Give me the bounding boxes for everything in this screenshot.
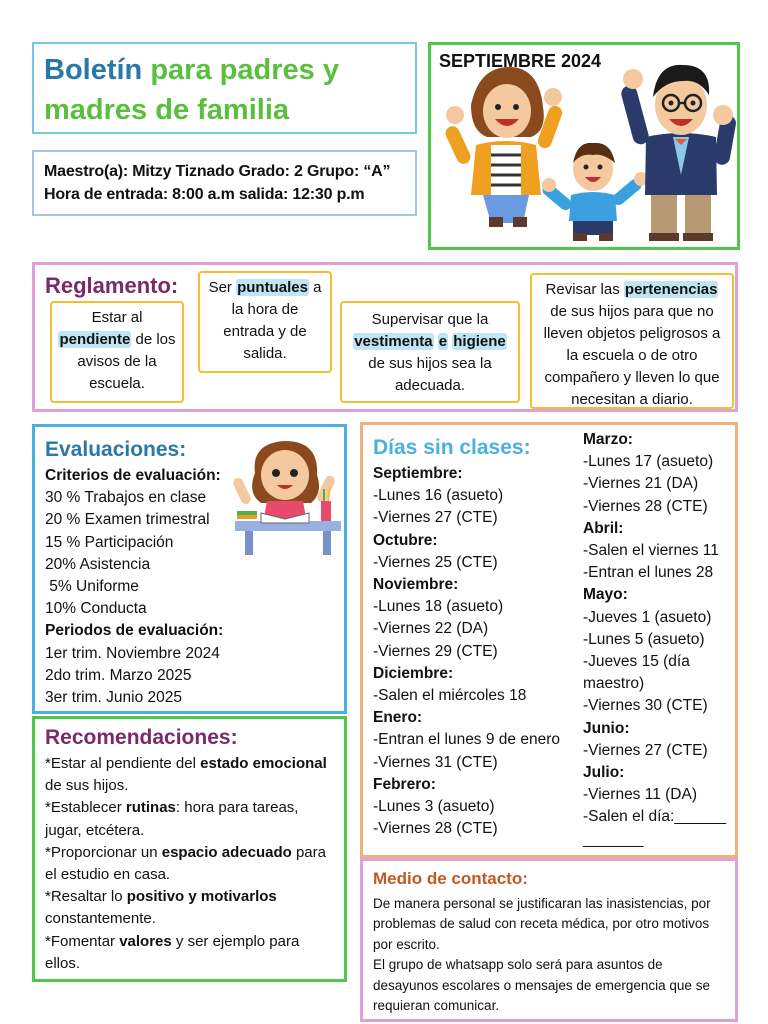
holiday-item: -Salen el día:_____________ xyxy=(583,808,727,848)
holiday-item: -Viernes 28 (CTE) xyxy=(583,497,708,515)
rec-text: *Establecer xyxy=(45,799,126,817)
holiday-item: -Entran el lunes 28 xyxy=(583,564,714,582)
holiday-item: -Viernes 27 (CTE) xyxy=(373,509,498,527)
recommendation-item xyxy=(45,886,334,930)
rec-bold: espacio adecuado xyxy=(161,843,292,861)
rule2-post: a la hora de entrada y de salida. xyxy=(223,279,322,362)
holiday-item: -Viernes 11 (DA) xyxy=(583,786,697,804)
evaluations-title: Evaluaciones: xyxy=(45,438,187,461)
contact-paragraph-1: De manera personal se justificaran las inasistencias, por problemas de salud con receta médica, por otro motivos por escrito. xyxy=(373,895,711,952)
month-label: Julio: xyxy=(583,764,625,782)
recommendations-section xyxy=(32,716,347,982)
holiday-item: -Lunes 16 (asueto) xyxy=(373,487,504,505)
month-label: Marzo: xyxy=(583,431,633,448)
recommendation-item xyxy=(45,753,334,797)
rule-card-2 xyxy=(198,271,332,373)
rec-text: constantemente. xyxy=(45,910,156,928)
rule2-pre: Ser xyxy=(208,279,232,296)
rec-bold: valores xyxy=(119,932,172,950)
holiday-item: -Viernes 28 (CTE) xyxy=(373,820,498,838)
holiday-item: -Salen el viernes 11 xyxy=(583,542,719,560)
mother-figure xyxy=(443,67,564,227)
contact-section xyxy=(360,858,738,1022)
rule1-post: de los avisos de la escuela. xyxy=(77,331,176,392)
month-illustration-box xyxy=(428,42,740,250)
newsletter-title xyxy=(44,50,405,130)
rec-text: de sus hijos. xyxy=(45,777,129,795)
teacher-line: Maestro(a): Mitzy Tiznado Grado: 2 Grupo: “A” xyxy=(44,163,391,180)
rule3-mid: e xyxy=(438,333,448,350)
holiday-item: -Viernes 31 (CTE) xyxy=(373,753,498,771)
schedule-line: Hora de entrada: 8:00 a.m salida: 12:30 p.m xyxy=(44,186,365,203)
contact-title: Medio de contacto: xyxy=(373,869,528,888)
student-illustration xyxy=(231,433,347,557)
rule1-highlight: pendiente xyxy=(59,331,131,348)
recommendation-item xyxy=(45,797,334,841)
rule-card-4 xyxy=(530,273,734,409)
rec-text: para el estudio en casa. xyxy=(45,843,326,884)
rule4-pre: Revisar las xyxy=(545,281,620,298)
rec-text: y ser ejemplo para ellos. xyxy=(45,932,300,972)
holiday-item: -Salen el miércoles 18 xyxy=(373,687,527,705)
rules-section xyxy=(32,262,738,412)
rule-card-3 xyxy=(340,301,520,403)
holiday-item: -Jueves 15 (día maestro) xyxy=(583,653,690,693)
month-label: Septiembre: xyxy=(373,465,463,482)
criteria-item: 10% Conducta xyxy=(45,600,147,618)
holiday-item: -Entran el lunes 9 de enero xyxy=(373,731,560,749)
period-item: 1er trim. Noviembre 2024 xyxy=(45,644,220,662)
title-part-1: Boletín xyxy=(44,54,143,86)
rules-title: Reglamento: xyxy=(45,273,179,298)
rec-text: *Proporcionar un xyxy=(45,843,162,861)
criteria-item: 30 % Trabajos en clase xyxy=(45,489,207,507)
rule4-highlight: pertenencias xyxy=(624,281,718,298)
rec-text: *Fomentar xyxy=(45,932,120,950)
month-label: Abril: xyxy=(583,519,624,537)
period-item: 3er trim. Junio 2025 xyxy=(45,689,182,707)
title-part-3: madres de familia xyxy=(44,94,289,126)
criteria-item: 15 % Participación xyxy=(45,533,174,551)
holiday-item: -Viernes 21 (DA) xyxy=(583,475,699,493)
recommendation-item xyxy=(45,842,334,886)
rec-text: *Estar al pendiente del xyxy=(45,755,201,772)
contact-paragraph-2: El grupo de whatsapp solo será para asuntos de desayunos escolares o mensajes de emergencia que se requieran comunicar. xyxy=(373,957,710,1013)
child-figure xyxy=(540,143,648,241)
rule3-pre: Supervisar que la xyxy=(371,311,489,328)
rule3-highlight-1: vestimenta xyxy=(354,333,433,350)
holiday-item: -Viernes 22 (DA) xyxy=(373,620,489,638)
month-label: Febrero: xyxy=(373,775,436,793)
rule-card-1 xyxy=(50,301,184,403)
rec-bold: estado emocional xyxy=(200,755,327,772)
periods-label: Periodos de evaluación: xyxy=(45,622,224,640)
month-title: SEPTIEMBRE 2024 xyxy=(439,51,602,71)
newsletter-title-box xyxy=(32,42,417,134)
rule3-post: de sus hijos sea la adecuada. xyxy=(368,355,492,394)
criteria-item: 5% Uniforme xyxy=(45,578,139,596)
month-label: Diciembre: xyxy=(373,664,454,682)
holiday-item: -Lunes 5 (asueto) xyxy=(583,630,705,648)
holidays-title: Días sin clases: xyxy=(373,436,531,459)
holidays-right-column xyxy=(583,429,733,851)
recommendations-title: Recomendaciones: xyxy=(45,726,238,749)
rec-bold: positivo y motivarlos xyxy=(126,888,277,906)
recommendation-item xyxy=(45,931,334,975)
criteria-item: 20 % Examen trimestral xyxy=(45,511,210,529)
holiday-item: -Viernes 25 (CTE) xyxy=(373,553,498,571)
month-label: Octubre: xyxy=(373,531,438,549)
father-figure xyxy=(620,65,737,241)
holiday-item: -Lunes 3 (asueto) xyxy=(373,798,495,816)
rule3-highlight-2: higiene xyxy=(453,333,506,350)
holiday-item: -Lunes 17 (asueto) xyxy=(583,453,714,471)
holiday-item: -Viernes 30 (CTE) xyxy=(583,697,708,715)
rule4-post: de sus hijos para que no lleven objetos peligrosos a la escuela o de otro compañero y lleven lo que necesitan a diario. xyxy=(543,303,721,408)
family-illustration xyxy=(431,45,737,247)
month-label: Noviembre: xyxy=(373,576,459,594)
rule2-highlight: puntuales xyxy=(237,279,308,296)
holidays-left-column xyxy=(373,433,578,840)
holiday-item: -Jueves 1 (asueto) xyxy=(583,608,712,626)
month-label: Junio: xyxy=(583,719,630,737)
criteria-label: Criterios de evaluación: xyxy=(45,467,221,484)
rec-text: : hora para tareas, jugar, etcétera. xyxy=(45,799,299,839)
holiday-item: -Lunes 18 (asueto) xyxy=(373,598,504,616)
month-label: Enero: xyxy=(373,709,423,727)
month-label: Mayo: xyxy=(583,586,628,604)
holidays-section xyxy=(360,422,738,858)
evaluations-section xyxy=(32,424,347,714)
title-part-2: para padres y xyxy=(150,54,339,86)
criteria-item: 20% Asistencia xyxy=(45,555,151,573)
rec-bold: rutinas xyxy=(125,799,176,817)
holiday-item: -Viernes 27 (CTE) xyxy=(583,741,708,759)
teacher-info-box xyxy=(32,150,417,216)
rec-text: *Resaltar lo xyxy=(45,888,127,906)
period-item: 2do trim. Marzo 2025 xyxy=(45,666,192,684)
holiday-item: -Viernes 29 (CTE) xyxy=(373,642,498,660)
rule1-pre: Estar al xyxy=(91,309,143,326)
